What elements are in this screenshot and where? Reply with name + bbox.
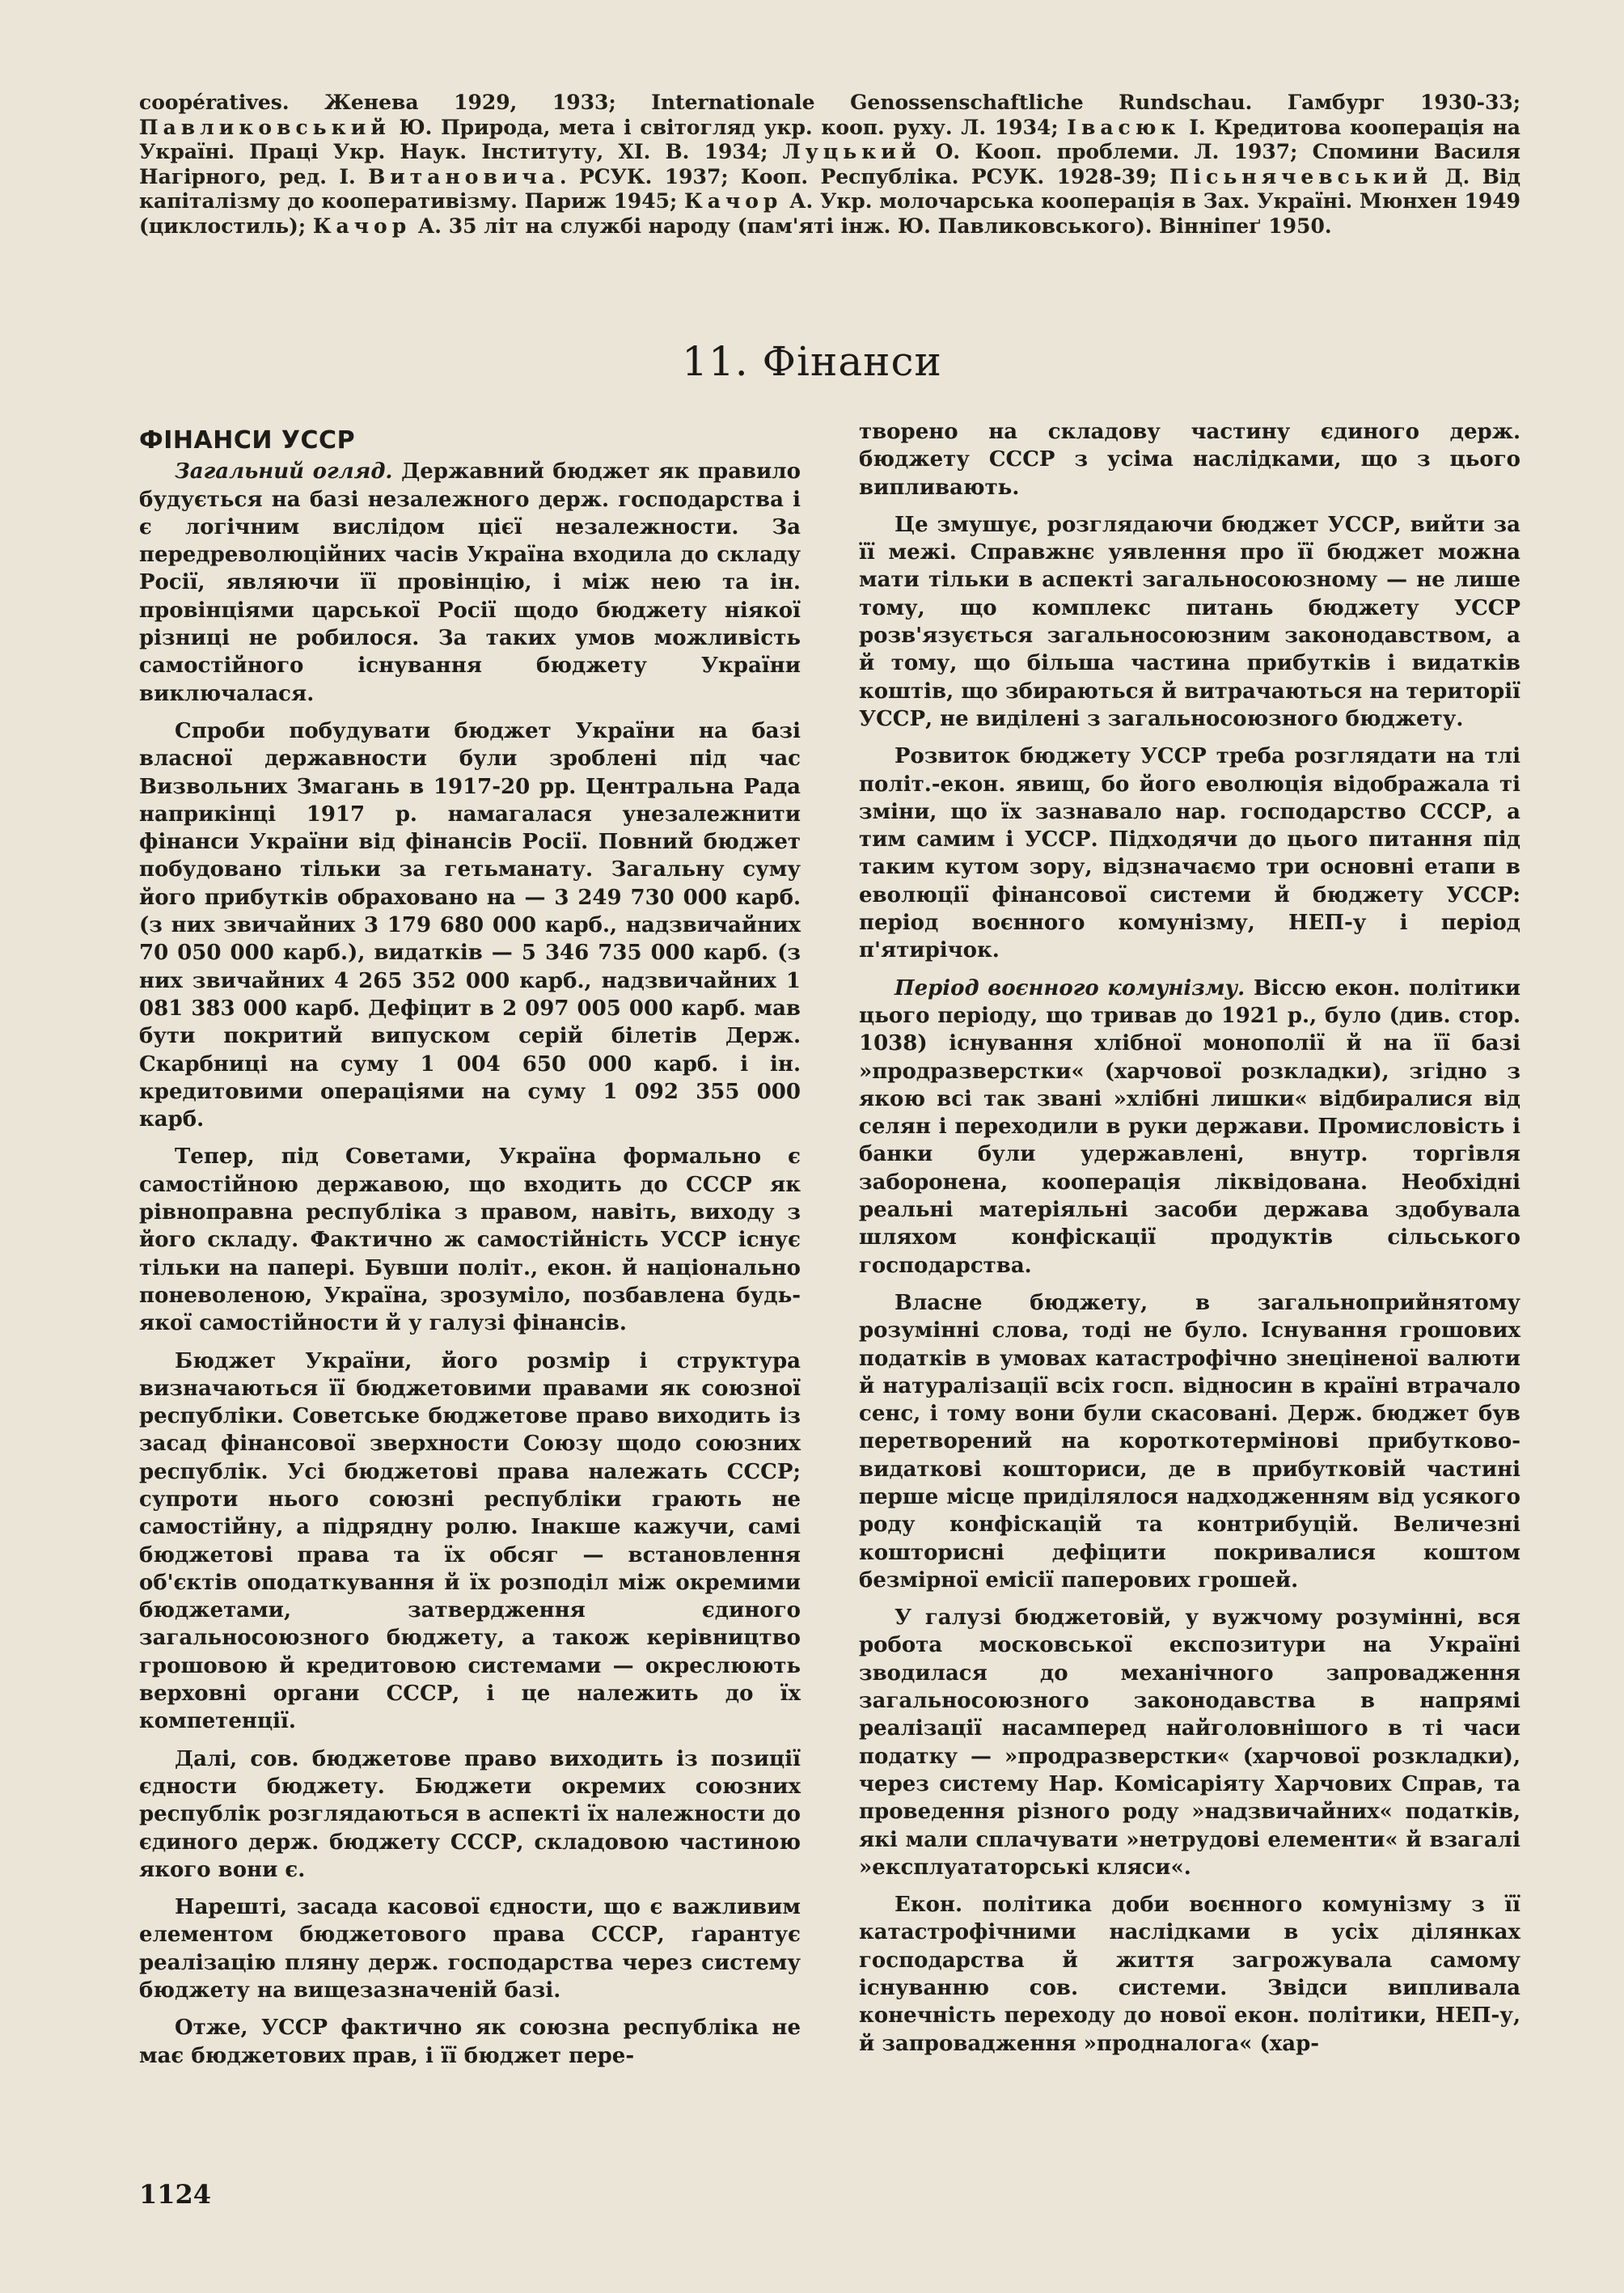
bib-author: Луцький bbox=[782, 140, 921, 163]
bib-text: А. 35 літ на службі народу (пам'яті інж. Ю. Павликовського). Вінніпеґ 1950. bbox=[411, 214, 1332, 238]
paragraph-lead: Загальний огляд. bbox=[175, 459, 393, 484]
bib-text: . РСУК. 1937; Кооп. Республіка. РСУК. 1928-39; bbox=[559, 164, 1170, 188]
paragraph: творено на складову частину єдиного держ. бюджету СССР з усіма наслідками, що з цього випливають. bbox=[859, 420, 1520, 500]
paragraph: Власне бюджету, в загальноприйнятому розумінні слова, тоді не було. Існування грошових податків в умовах катастрофічно знеціненої валюти й натуралізації всіх госп. відносин в країні втрачало сенс, і тому вони були скасовані. Держ. бюджет був перетворений на короткотермінові прибутково-видаткові кошториси, де в прибутковій частині перше місце приділялося надходженням від усякого роду конфіскацій та контрибуцій. Величезні кошторисні дефіцити покривалися коштом безмірної емісії паперових грошей. bbox=[859, 1290, 1520, 1593]
paragraph: Це змушує, розглядаючи бюджет УССР, вийти за її межі. Справжнє уявлення про її бюджет можна мати тільки в аспекті загальносоюзному — не лише тому, що комплекс питань бюджету УССР розв'язується загальносоюзним законодавством, а й тому, що більша частина прибутків і видатків коштів, що збираються й витрачаються на території УССР, не виділені з загальносоюзного бюджету. bbox=[859, 512, 1520, 731]
paragraph: Екон. політика доби воєнного комунізму з її катастрофічними наслідками в усіх ділянках господарства й життя загрожувала самому існуванню сов. системи. Звідси випливала конечність переходу до нової екон. політики, НЕП-у, й запровадження »продналога« (хар- bbox=[859, 1893, 1520, 2056]
paragraph: Спроби побудувати бюджет України на базі власної державности були зроблені під час Визвольних Змагань в 1917-20 рр. Центральна Рада наприкінці 1917 р. намагалася унезалежнити фінанси України від фінансів Росії. Повний бюджет побудовано тільки за гетьманату. Загальну суму його прибутків обраховано на — 3 249 730 000 карб. (з них звичайних 3 179 680 000 карб., надзвичайних 70 050 000 карб.), видатків — 5 346 735 000 карб. (з них звичайних 4 265 352 000 карб., надзвичайних 1 081 383 000 карб. Дефіцит в 2 097 005 000 карб. мав бути покритий випуском серій білетів Держ. Скарбниці на суму 1 004 650 000 карб. і ін. кредитовими операціями на суму 1 092 355 000 карб. bbox=[139, 718, 801, 1132]
paragraph: Тепер, під Советами, Україна формально є самостійною державою, що входить до СССР як рівноправна республіка з правом, навіть, виходу з його складу. Фактично ж самостійність УССР існує тільки на папері. Бувши політ., екон. й національно поневоленою, Україна, зрозуміло, позбавлена будь-якої самостійности й у галузі фінансів. bbox=[139, 1144, 801, 1336]
bib-author: Івасюк bbox=[1067, 115, 1181, 139]
paragraph: Отже, УССР фактично як союзна республіка не має бюджетових прав, і її бюджет пере- bbox=[139, 2016, 801, 2068]
bibliography-block bbox=[139, 91, 1520, 239]
paragraph bbox=[859, 975, 1520, 1280]
section-title: ФІНАНСИ УССР bbox=[139, 426, 356, 455]
paragraph: Розвиток бюджету УССР треба розглядати на тлі політ.-екон. явищ, бо його еволюція відображала ті зміни, що їх зазнавало нар. господарство СССР, а тим самим і УССР. Підходячи до цього питання під таким кутом зору, відзначаємо три основні етапи в еволюції фінансової системи й бюджету УССР: період воєнного комунізму, НЕП-у і період п'ятирічок. bbox=[859, 744, 1520, 963]
bib-text: Д. Від капіталізму до кооперативізму. Париж 1945; bbox=[139, 164, 1520, 213]
bib-author: Павликовський bbox=[139, 115, 391, 139]
paragraph: Нарешті, засада касової єдности, що є важливим елементом бюджетового права СССР, ґарантує реалізацію пляну держ. господарства через систему бюджету на вищезазначеній базі. bbox=[139, 1895, 801, 2003]
bib-text: coopératives. Женева 1929, 1933; Internationale Genossenschaftliche Rundschau. Гамбург 1930-33; bbox=[139, 91, 1520, 114]
left-column bbox=[139, 427, 801, 2079]
paragraph-lead: Період воєнного комунізму. bbox=[894, 975, 1245, 1001]
paragraph-text: Державний бюджет як правило будується на базі незалежного держ. господарства і є логічним вислідом цієї незалежности. За передреволюційних часів Україна входила до складу Росії, являючи її провінцію, і між нею та ін. провінціями царської Росії щодо бюджету ніякої різниці не робилося. За таких умов можливість самостійного існування бюджету України виключалася. bbox=[139, 459, 801, 706]
paragraph: У галузі бюджетовій, у вужчому розумінні, вся робота московської експозитури на Україні зводилася до механічного запровадження загальносоюзного законодавства в напрямі реалізації насамперед найголовнішого в ті часи податку — »продразверстки« (харчової розкладки), через систему Нар. Комісаріяту Харчових Справ, та проведення різного роду »надзвичайних« податків, які мали сплачувати »нетрудові елементи« й взагалі »експлуататорські кляси«. bbox=[859, 1606, 1520, 1880]
right-column bbox=[859, 418, 1520, 2067]
page-number: 1124 bbox=[139, 2179, 212, 2210]
bib-author: Пісьнячевський bbox=[1169, 164, 1432, 188]
bib-author: Качор bbox=[684, 189, 783, 213]
bib-text: О. Кооп. проблеми. Л. 1937; Спомини Василя Нагірного, ред. І. bbox=[139, 140, 1521, 188]
paragraph bbox=[139, 458, 801, 708]
paragraph-text: Віссю екон. політики цього періоду, що тривав до 1921 р., було (див. стор. 1038) існування хлібної монополії й на її базі »продразверстки« (харчової розкладки), згідно з якою всі так звані »хлібні лишки« відбиралися від селян і переходили в руки держави. Промисловість і банки були удержавлені, внутр. торгівля заборонена, кооперація ліквідована. Необхідні реальні матеріяльні засоби держава здобувала шляхом конфіскації продуктів сільського господарства. bbox=[859, 975, 1520, 1278]
bib-author: Качор bbox=[312, 214, 412, 238]
bib-text: А. Укр. молочарська кооперація в Зах. Україні. Мюнхен 1949 (циклостиль); bbox=[139, 189, 1521, 238]
chapter-title: 11. Фінанси bbox=[682, 338, 942, 385]
paragraph: Бюджет України, його розмір і структура визначаються її бюджетовими правами як союзної республіки. Советське бюджетове право виходить із засад фінансової зверхности Союзу щодо союзних республік. Усі бюджетові права належать СССР; супроти нього союзні республіки грають не самостійну, а підрядну ролю. Інакше кажучи, самі бюджетові права та їх обсяг — встановлення об'єктів оподаткування й їх розподіл між окремими бюджетами, затвердження єдиного загальносоюзного бюджету, а також керівництво грошовою й кредитовою системами — окреслюють верховні органи СССР, і це належить до їх компетенції. bbox=[139, 1348, 801, 1734]
bib-author: Витановича bbox=[368, 164, 560, 188]
bib-text: Ю. Природа, мета і світогляд укр. кооп. руху. Л. 1934; bbox=[390, 115, 1068, 139]
bib-text: І. Кредитова кооперація на Україні. Праці Укр. Наук. Інституту, XI. В. 1934; bbox=[139, 115, 1520, 163]
paragraph: Далі, сов. бюджетове право виходить із позиції єдности бюджету. Бюджети окремих союзних республік розглядаються в аспекті їх належности до єдиного держ. бюджету СССР, складовою частиною якого вони є. bbox=[139, 1746, 801, 1882]
